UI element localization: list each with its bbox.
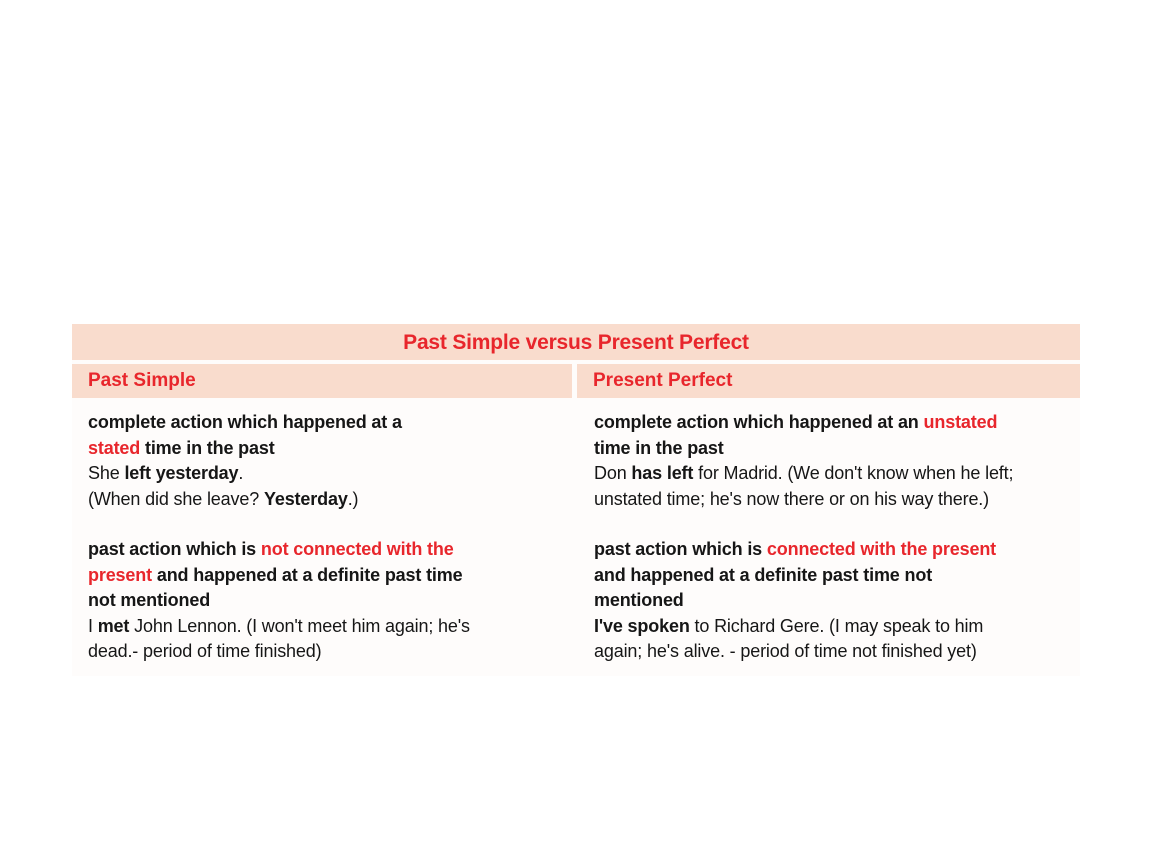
example-line — [88, 487, 558, 513]
rule-text: complete action which happened at an — [594, 412, 924, 432]
example-text: I — [88, 615, 98, 636]
example-line — [88, 461, 558, 487]
example-text: John Lennon. (I won't meet him again; he's — [129, 615, 470, 636]
rule-line — [88, 537, 558, 563]
rule-text: complete action which happened at a — [88, 412, 402, 432]
rule-line — [594, 537, 1064, 563]
rule-line: mentioned — [594, 590, 684, 610]
example-line: dead.- period of time finished) — [88, 641, 322, 661]
highlight-text: present — [88, 564, 152, 585]
example-text: (When did she leave? — [88, 488, 264, 509]
present-perfect-rule-2 — [594, 537, 1064, 665]
past-simple-header: Past Simple — [72, 364, 572, 398]
example-text: for Madrid. (We don't know when he left; — [693, 463, 1014, 483]
example-text: She — [88, 463, 125, 483]
present-perfect-header: Present Perfect — [577, 364, 1080, 398]
rule-text: time in the past — [140, 437, 275, 458]
rule-text: past action which is — [88, 539, 261, 559]
example-bold: has left — [631, 463, 694, 483]
rule-line: not mentioned — [88, 590, 211, 610]
example-text: to Richard Gere. (I may speak to him — [689, 615, 984, 636]
highlight-text: connected with the present — [766, 539, 997, 559]
highlight-text: stated — [88, 437, 141, 458]
example-line: again; he's alive. - period of time not finished yet) — [594, 641, 977, 661]
table-title: Past Simple versus Present Perfect — [72, 324, 1080, 360]
present-perfect-column — [594, 410, 1064, 690]
grammar-table — [72, 324, 1080, 676]
example-text: Don — [594, 463, 632, 483]
rule-text: past action which is — [594, 539, 767, 559]
rule-line — [88, 563, 558, 589]
example-bold: I've spoken — [594, 615, 690, 636]
rule-line — [88, 410, 558, 436]
example-line — [594, 461, 1064, 487]
past-simple-rule-2 — [88, 537, 558, 665]
example-line: unstated time; he's now there or on his way there.) — [594, 488, 989, 509]
past-simple-rule-1 — [88, 410, 558, 512]
example-text: .) — [347, 488, 359, 509]
past-simple-column — [88, 410, 558, 690]
example-bold: Yesterday — [263, 488, 348, 509]
example-line — [594, 614, 1064, 640]
highlight-text: unstated — [923, 412, 998, 432]
example-bold: met — [97, 615, 130, 636]
highlight-text: not connected with the — [260, 539, 454, 559]
example-line — [88, 614, 558, 640]
rule-line — [88, 436, 558, 462]
rule-line: and happened at a definite past time not — [594, 564, 933, 585]
present-perfect-rule-1 — [594, 410, 1064, 512]
example-text: . — [238, 463, 244, 483]
example-bold: left yesterday — [124, 463, 239, 483]
rule-line: time in the past — [594, 437, 724, 458]
rule-text: and happened at a definite past time — [151, 564, 463, 585]
rule-line — [594, 410, 1064, 436]
